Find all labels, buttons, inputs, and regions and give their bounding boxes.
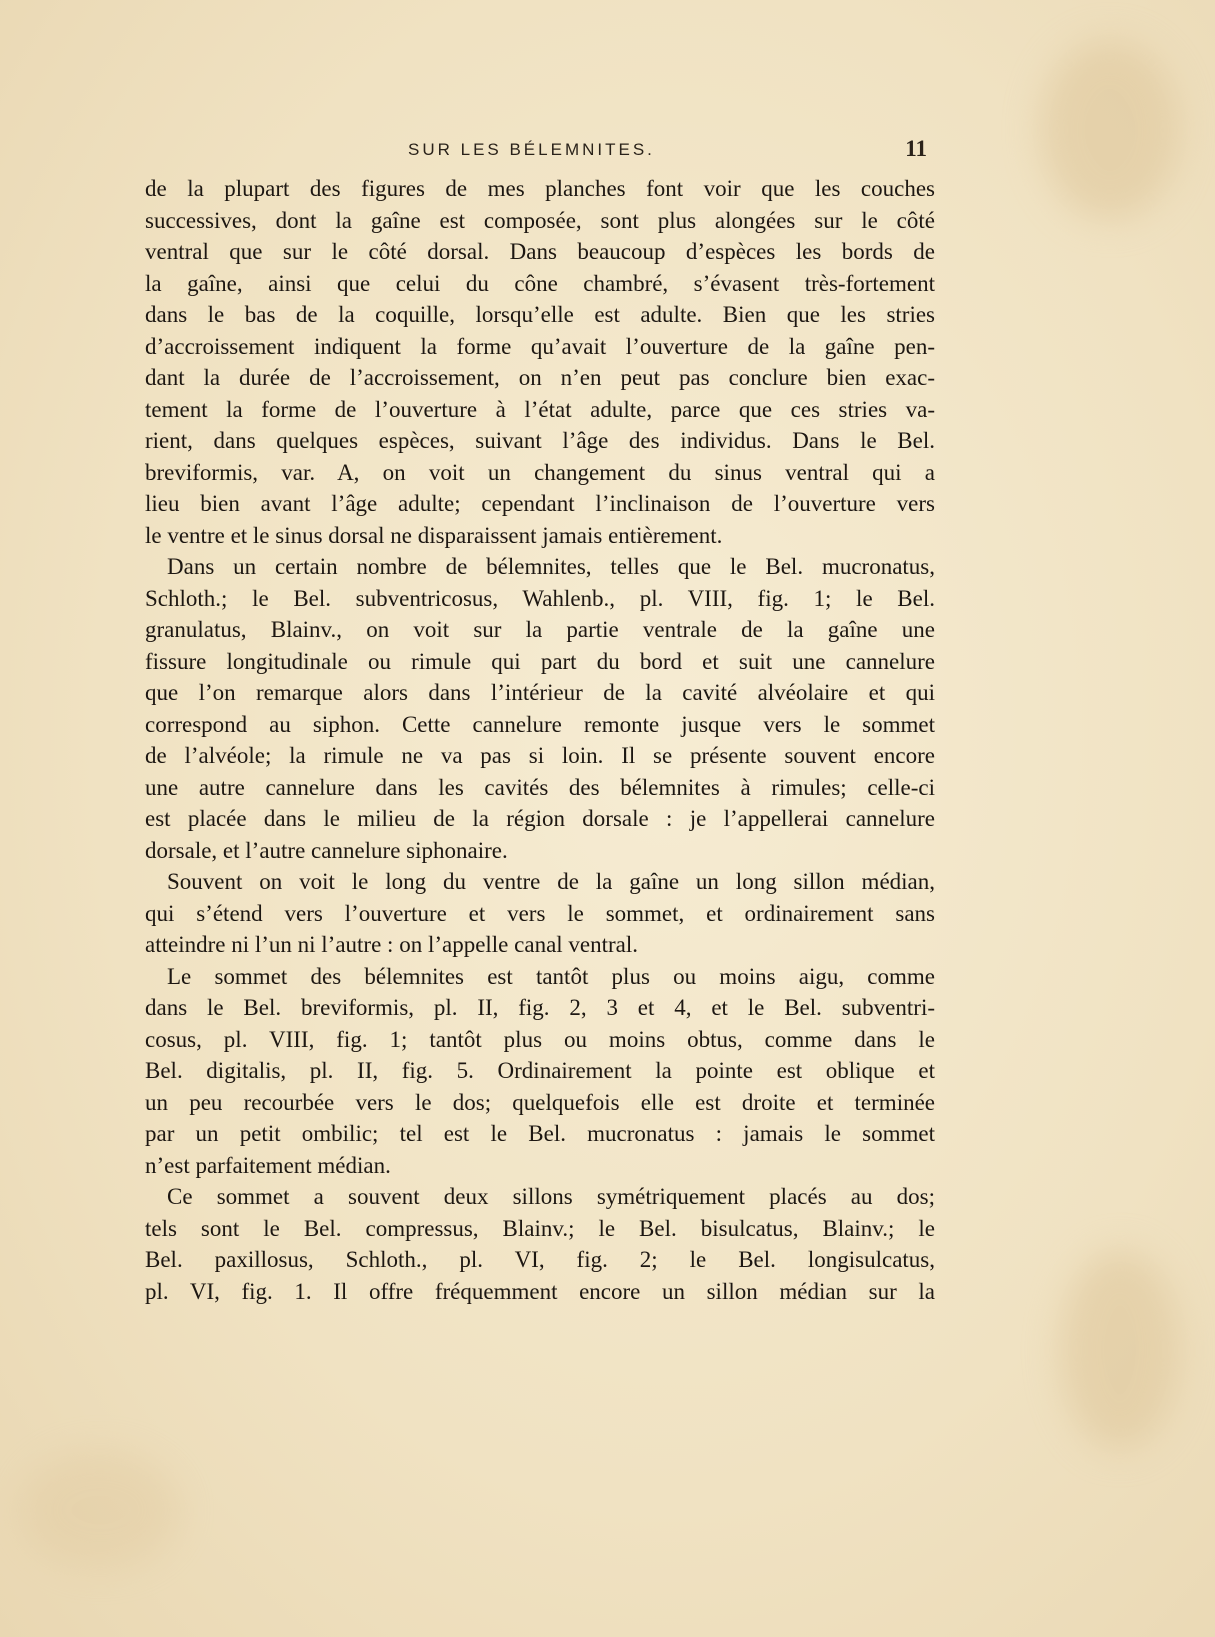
text-line: atteindre ni l’un ni l’autre : on l’appelle canal ventral. — [145, 932, 639, 957]
text-line: Le sommet des bélemnites est tantôt plus ou moins aigu, comme — [167, 963, 935, 989]
text-line: lieu bien avant l’âge adulte; cependant l’inclinaison de l’ouverture vers — [145, 491, 935, 516]
body-text — [145, 173, 935, 1307]
paper-stain — [1040, 40, 1180, 220]
text-line: tement la forme de l’ouverture à l’état adulte, parce que ces stries va- — [145, 396, 935, 422]
running-title: SUR LES BÉLEMNITES. — [408, 140, 655, 159]
text-line: d’accroissement indiquent la forme qu’avait l’ouverture de la gaîne pen- — [145, 333, 935, 359]
text-line: la gaîne, ainsi que celui du cône chambré, s’évasent très-fortement — [145, 270, 935, 296]
text-line: dans le bas de la coquille, lorsqu’elle est adulte. Bien que les stries — [145, 302, 935, 327]
text-line: une autre cannelure dans les cavités des bélemnites à rimules; celle-ci — [145, 774, 935, 800]
text-line: granulatus, Blainv., on voit sur la partie ventrale de la gaîne une — [145, 617, 935, 642]
text-line: Souvent on voit le long du ventre de la gaîne un long sillon médian, — [167, 869, 935, 894]
text-line: dans le Bel. breviformis, pl. II, fig. 2, 3 et 4, et le Bel. subventri- — [145, 995, 935, 1020]
text-line: Bel. digitalis, pl. II, fig. 5. Ordinairement la pointe est oblique et — [145, 1058, 935, 1083]
text-line: par un petit ombilic; tel est le Bel. mucronatus : jamais le sommet — [145, 1121, 935, 1146]
text-line: fissure longitudinale ou rimule qui part du bord et suit une cannelure — [145, 648, 935, 674]
text-line: dorsale, et l’autre cannelure siphonaire. — [145, 837, 508, 863]
text-line: breviformis, var. A, on voit un changement du sinus ventral qui a — [145, 459, 935, 485]
text-line: le ventre et le sinus dorsal ne disparaissent jamais entièrement. — [145, 522, 723, 548]
page-number: 11 — [905, 136, 927, 161]
text-line: rient, dans quelques espèces, suivant l’âge des individus. Dans le Bel. — [145, 428, 935, 453]
paper-stain — [1060, 1250, 1180, 1450]
text-line: Dans un certain nombre de bélemnites, telles que le Bel. mucronatus, — [167, 554, 935, 579]
text-line: Bel. paxillosus, Schloth., pl. VI, fig. 2; le Bel. longisulcatus, — [145, 1247, 935, 1272]
text-line: de la plupart des figures de mes planches font voir que les couches — [145, 176, 935, 201]
text-line: ventral que sur le côté dorsal. Dans beaucoup d’espèces les bords de — [145, 239, 935, 264]
text-line: pl. VI, fig. 1. Il offre fréquemment encore un sillon médian sur la — [145, 1278, 935, 1304]
text-line: n’est parfaitement médian. — [145, 1152, 391, 1178]
page-header — [145, 136, 935, 162]
text-line: cosus, pl. VIII, fig. 1; tantôt plus ou moins obtus, comme dans le — [145, 1026, 935, 1052]
text-line: de l’alvéole; la rimule ne va pas si loin. Il se présente souvent encore — [145, 743, 935, 768]
text-line: que l’on remarque alors dans l’intérieur de la cavité alvéolaire et qui — [145, 680, 935, 705]
text-line: tels sont le Bel. compressus, Blainv.; le Bel. bisulcatus, Blainv.; le — [145, 1215, 935, 1241]
text-line: un peu recourbée vers le dos; quelquefois elle est droite et terminée — [145, 1089, 935, 1115]
text-line: dant la durée de l’accroissement, on n’en peut pas conclure bien exac- — [145, 365, 935, 390]
text-line: correspond au siphon. Cette cannelure remonte jusque vers le sommet — [145, 711, 935, 737]
text-line: est placée dans le milieu de la région dorsale : je l’appellerai cannelure — [145, 806, 935, 831]
text-line: qui s’étend vers l’ouverture et vers le sommet, et ordinairement sans — [145, 900, 935, 926]
paper-stain — [20, 1450, 180, 1570]
text-line: successives, dont la gaîne est composée, sont plus alongées sur le côté — [145, 207, 935, 233]
text-line: Schloth.; le Bel. subventricosus, Wahlenb., pl. VIII, fig. 1; le Bel. — [145, 585, 935, 611]
text-line: Ce sommet a souvent deux sillons symétriquement placés au dos; — [167, 1184, 935, 1209]
